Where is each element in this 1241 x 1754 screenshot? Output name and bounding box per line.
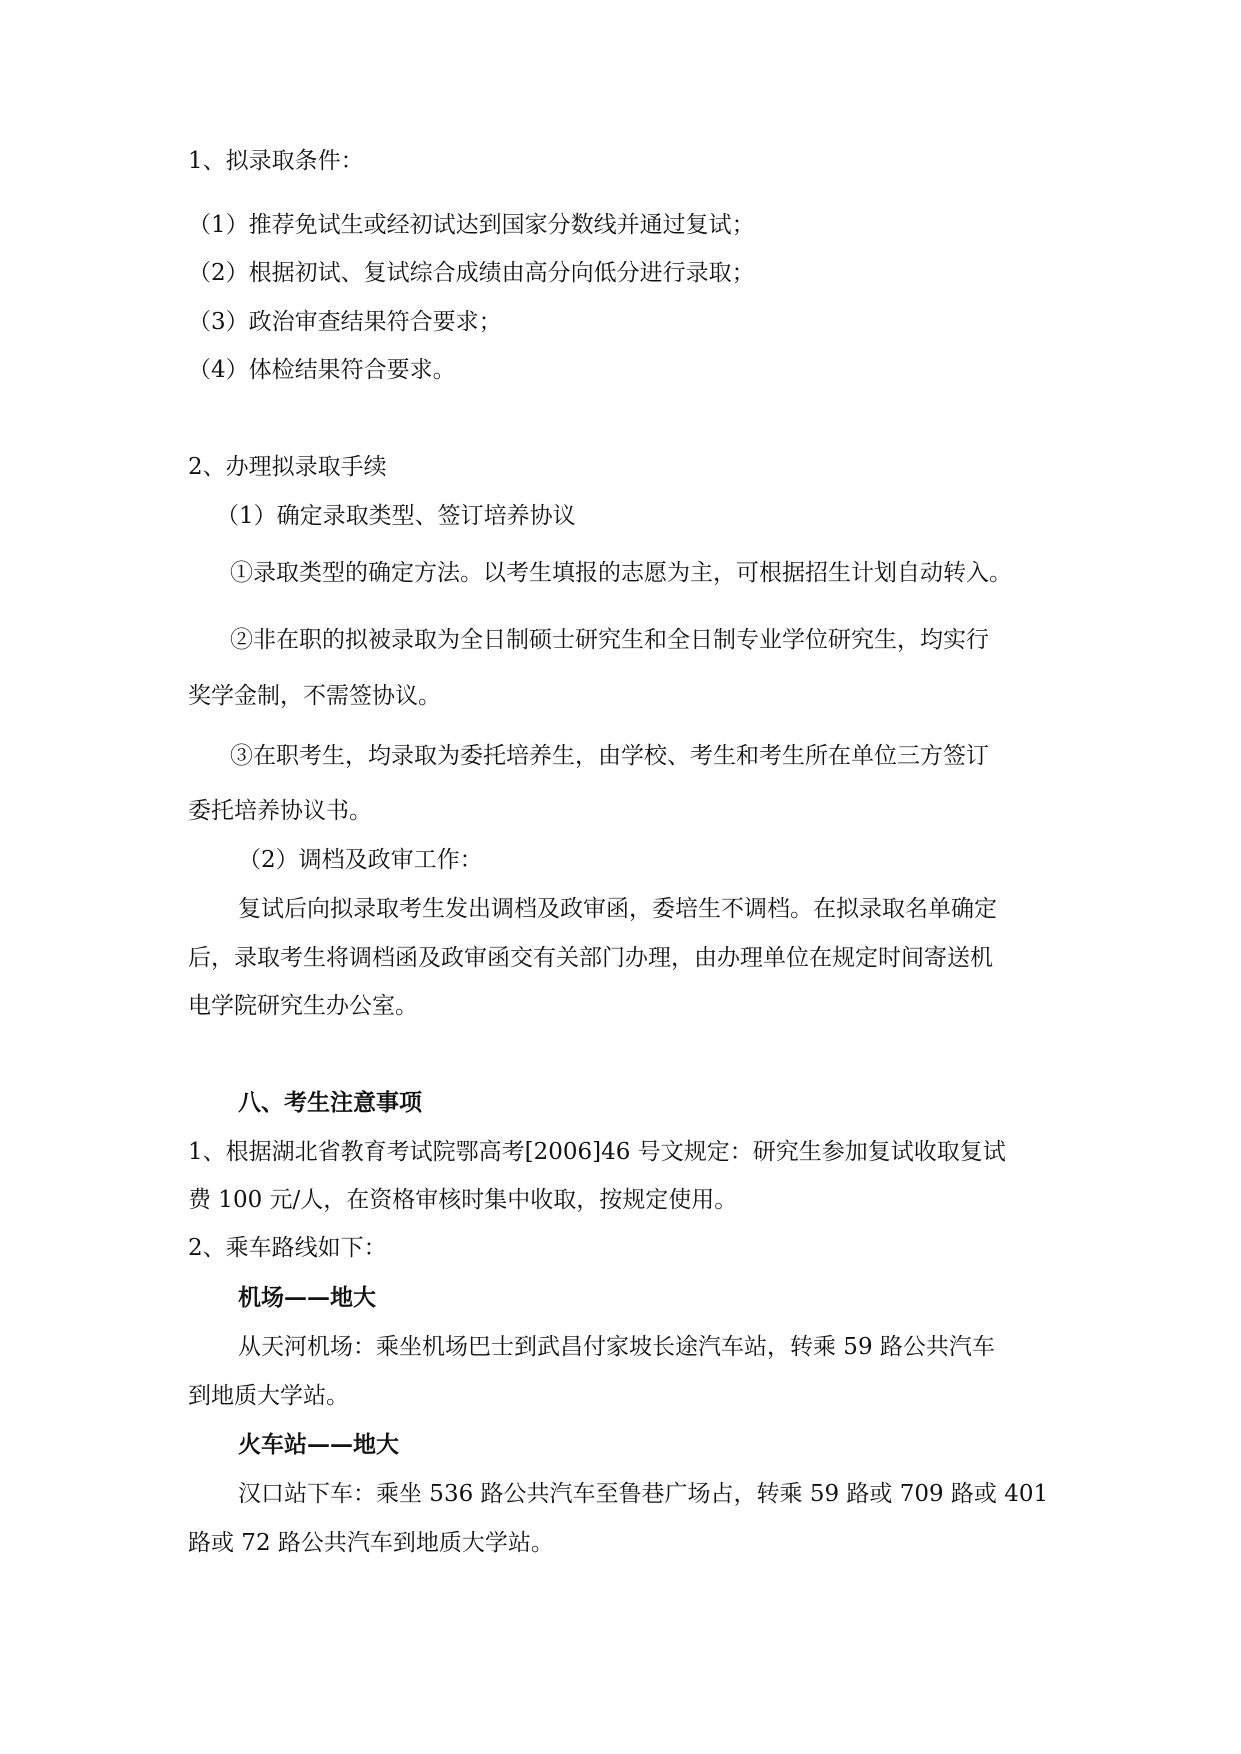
section2-p4-line3: 电学院研究生办公室。 xyxy=(188,993,418,1019)
section2-p1: ①录取类型的确定方法。以考生填报的志愿为主，可根据招生计划自动转入。 xyxy=(230,560,1012,586)
section1-heading: 1、拟录取条件： xyxy=(188,148,364,174)
section8-item1-line1: 1、根据湖北省教育考试院鄂高考[2006]46 号文规定：研究生参加复试收取复试 xyxy=(188,1139,1006,1165)
section2-p4-line1: 复试后向拟录取考生发出调档及政审函，委培生不调档。在拟录取名单确定 xyxy=(238,896,997,922)
route2-line1: 汉口站下车：乘坐 536 路公共汽车至鲁巷广场占，转乘 59 路或 709 路或 401 xyxy=(238,1481,1049,1507)
section1-item-4: （4）体检结果符合要求。 xyxy=(188,357,456,383)
section1-item-3: （3）政治审查结果符合要求； xyxy=(188,309,502,335)
route1-title: 机场——地大 xyxy=(238,1284,376,1311)
section2-sub1: （1）确定录取类型、签订培养协议 xyxy=(216,503,576,529)
section1-item-2: （2）根据初试、复试综合成绩由高分向低分进行录取； xyxy=(188,260,755,286)
section8-item2: 2、乘车路线如下： xyxy=(188,1235,387,1261)
section2-heading: 2、办理拟录取手续 xyxy=(188,454,387,480)
section2-sub2: （2）调档及政审工作： xyxy=(238,847,483,873)
route2-title: 火车站——地大 xyxy=(238,1431,399,1458)
section8-item1-line2: 费 100 元/人，在资格审核时集中收取，按规定使用。 xyxy=(188,1187,738,1213)
section2-p2-line1: ②非在职的拟被录取为全日制硕士研究生和全日制专业学位研究生，均实行 xyxy=(230,627,989,653)
route1-line2: 到地质大学站。 xyxy=(188,1383,349,1409)
section2-p3-line1: ③在职考生，均录取为委托培养生，由学校、考生和考生所在单位三方签订 xyxy=(230,743,989,769)
section2-p4-line2: 后，录取考生将调档函及政审函交有关部门办理，由办理单位在规定时间寄送机 xyxy=(188,945,993,971)
section1-item-1: （1）推荐免试生或经初试达到国家分数线并通过复试； xyxy=(188,212,755,238)
section2-p3-line2: 委托培养协议书。 xyxy=(188,798,372,824)
route1-line1: 从天河机场：乘坐机场巴士到武昌付家坡长途汽车站，转乘 59 路公共汽车 xyxy=(238,1334,995,1360)
section2-p2-line2: 奖学金制，不需签协议。 xyxy=(188,683,441,709)
route2-line2: 路或 72 路公共汽车到地质大学站。 xyxy=(188,1530,554,1556)
section8-title: 八、考生注意事项 xyxy=(238,1089,422,1116)
